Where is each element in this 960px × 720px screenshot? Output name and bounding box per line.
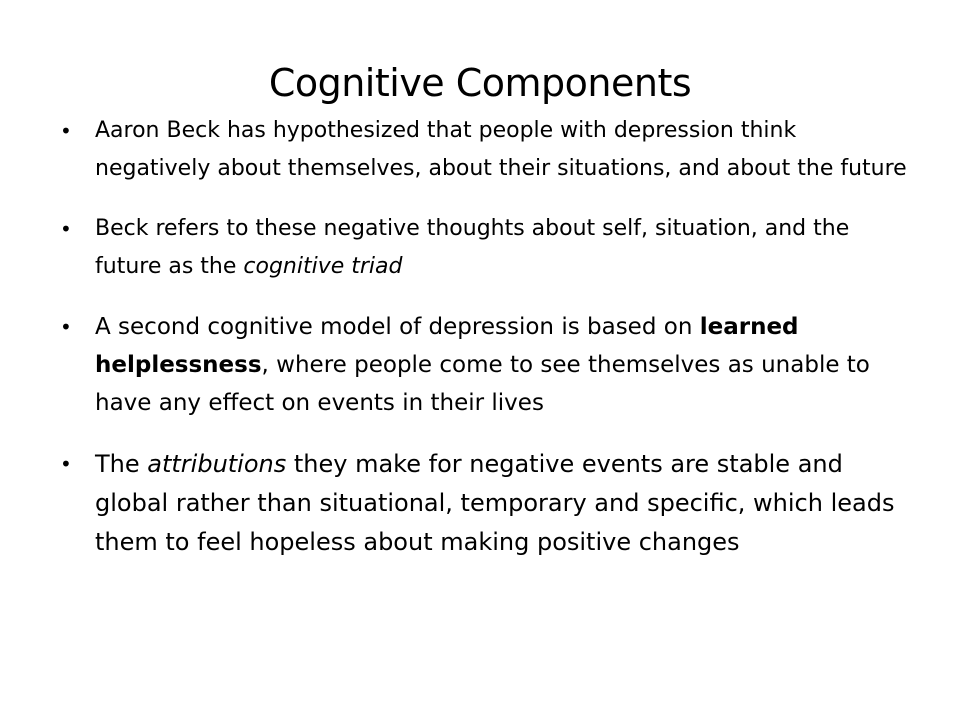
- slide-title: Cognitive Components: [268, 61, 692, 106]
- bullet-marker: •: [60, 315, 72, 339]
- bullet-text: [95, 445, 918, 562]
- bullet-list: [58, 112, 918, 562]
- bullet-item: [58, 445, 918, 562]
- bullet-text-part: The: [95, 450, 148, 478]
- bullet-text: [95, 210, 918, 286]
- bullet-text-part: Aaron Beck has hypothesized that people with depression think negatively about themselves, about their situations, and about the future: [95, 118, 907, 181]
- bullet-text-part: , where people come to see themselves as unable to have any effect on events in their lives: [95, 352, 870, 416]
- emphasis-term: cognitive triad: [243, 254, 403, 279]
- bullet-item: [58, 210, 918, 286]
- bullet-marker: •: [60, 217, 72, 241]
- bold-term: learned helplessness: [95, 314, 799, 378]
- bullet-text: [95, 112, 918, 188]
- bullet-text-part: they make for negative events are stable and global rather than situational, temporary and specific, which leads them to feel hopeless about making positive changes: [95, 450, 895, 556]
- emphasis-term: attributions: [147, 450, 287, 478]
- bullet-item: [58, 112, 918, 188]
- bullet-marker: •: [60, 452, 72, 476]
- bullet-marker: •: [60, 119, 72, 143]
- bullet-text: [95, 308, 918, 422]
- bullet-text-part: A second cognitive model of depression is based on: [95, 314, 700, 340]
- bullet-text-part: Beck refers to these negative thoughts about self, situation, and the future as the: [95, 216, 850, 279]
- bullet-item: [58, 308, 918, 422]
